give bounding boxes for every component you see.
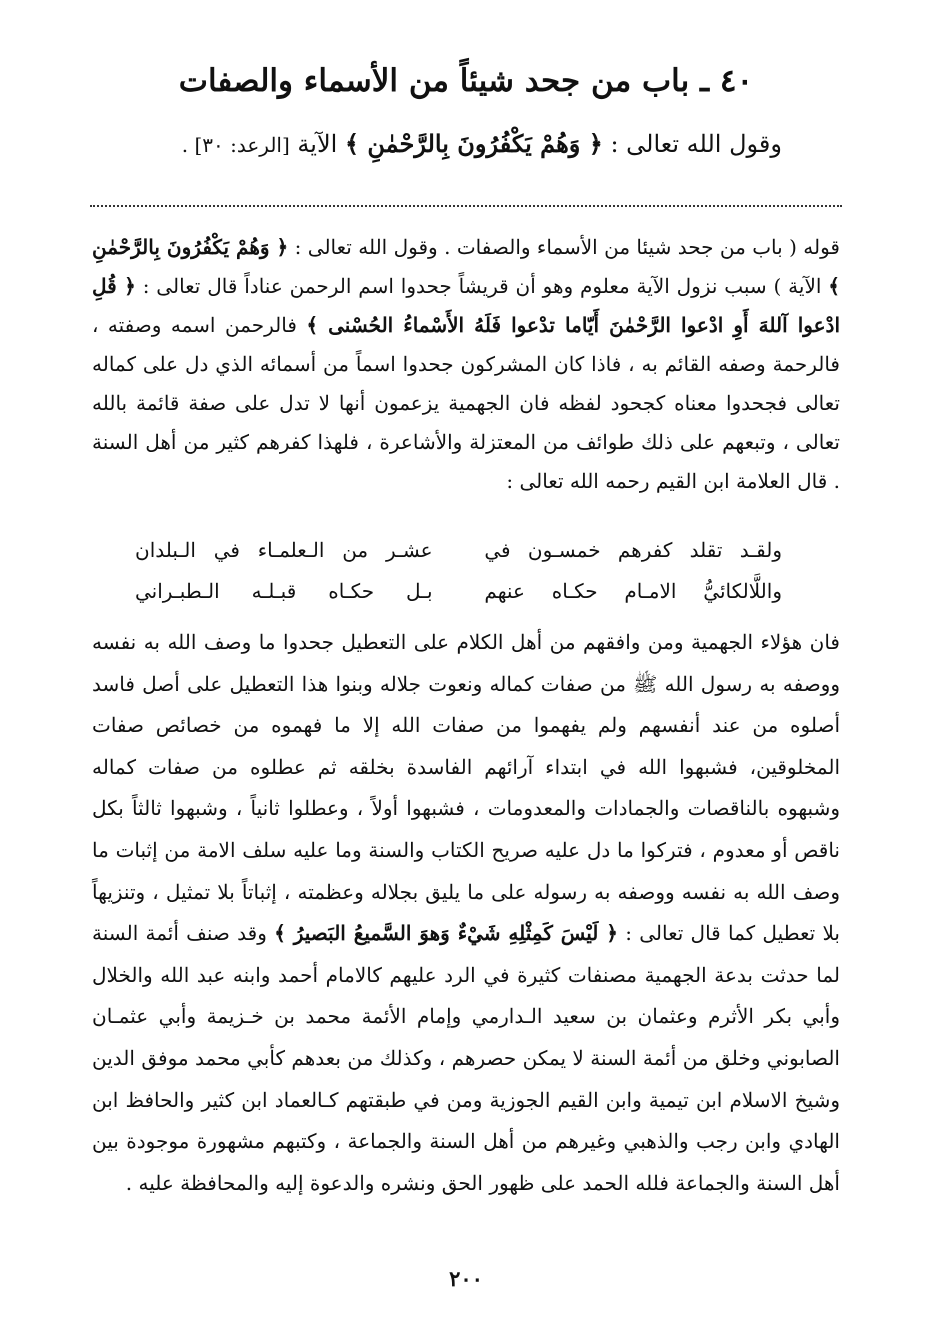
chapter-title: ٤٠ ـ باب من جحد شيئاً من الأسماء والصفات	[178, 63, 754, 99]
verse-intro: وقول الله تعالى :	[610, 130, 782, 158]
commentary-text-1: قوله ( باب من جحد شيئا من الأسماء والصفات . وقول الله تعالى :	[294, 235, 840, 259]
dotted-divider	[90, 205, 842, 207]
poem-line	[135, 530, 782, 571]
body-quran: ﴿ لَيْسَ كَمِثْلِهِ شَيْءٌ وَهوَ السَّميعُ البَصيرُ ﴾	[274, 921, 618, 946]
commentary-paragraph	[92, 228, 840, 501]
commentary-text-2: الآية ) سبب نزول الآية معلوم وهو أن قريشاً جحدوا اسم الرحمن عناداً قال تعالى :	[142, 274, 822, 298]
commentary-quran-1: ﴿ وَهُمْ يَكْفُرُونَ بِالرَّحْمٰنِ ﴾	[92, 235, 840, 298]
poem-line	[135, 571, 782, 612]
body-paragraph	[92, 622, 840, 1204]
poem-verses	[135, 530, 782, 612]
chapter-verse-line	[60, 122, 782, 167]
poem-first-hemistich: ولقـد تقلد كفرهم خمسـون في	[484, 538, 782, 562]
verse-suffix: الآية	[297, 130, 338, 158]
commentary-text-3: فالرحمن اسمه وصفته ، فالرحمة وصفه القائم به ، فاذا كان المشركون جحدوا اسماً من أسمائه الذي دل على كماله تعالى فجحدوا معناه كجحود لفظه فان الجهمية يزعمون أنها لا تدل على صفة قائمة بالله تعالى ، وتبعهم على ذلك طوائف من المعتزلة والأشاعرة ، فلهذا كفرهم كثير من أهل السنة . قال العلامة ابن القيم رحمه الله تعالى :	[92, 313, 840, 493]
commentary-quran-2: ﴿ قُلِ ادْعوا آللهَ أَوِ ادْعوا الرَّحْمٰنَ أَيّاما تدْعوا فَلَهُ الأَسْماءُ الحُسْنى ﴾	[92, 274, 841, 337]
poem-first-hemistich: واللَّالكائيُّ الامـام حكـاه عنهم	[484, 579, 782, 603]
quran-verse: ﴿ وَهُمْ يَكْفُرُونَ بِالرَّحْمٰنِ ﴾	[344, 129, 603, 158]
verse-reference: [الرعد: ٣٠] .	[181, 133, 290, 157]
body-text-1: فان هؤلاء الجهمية ومن وافقهم من أهل الكلام على التعطيل جحدوا ما وصف الله به نفسه ووصفه به رسول الله ﷺ من صفات كماله ونعوت جلاله وبنوا هذا التعطيل على أصل فاسد أصلوه من عند أنفسهم ولم يفهموا من صفات الله إلا ما فهموه من خصائص صفات المخلوقين، فشبهوا الله في ابتداء آرائهم الفاسدة بخلقه ثم عطلوه من صفات كماله وشبهوه بالناقصات والجمادات والمعدومات ، فشبهوا أولاً ، وعطلوا ثانياً ، وشبهوا ثالثاً بكل ناقص أو معدوم ، فتركوا ما دل عليه صريح الكتاب والسنة وما عليه سلف الامة من إثبات ما وصف الله به نفسه ووصفه به رسوله على ما يليق بجلاله وعظمته ، إثباتاً بلا تمثيل ، وتنزيهاً بلا تعطيل كما قال تعالى :	[92, 630, 840, 946]
poem-second-hemistich: عشـر من الـعلمـاء في الـبلدان	[135, 538, 433, 562]
poem-second-hemistich: بـل حكـاه قبـلـه الـطبـراني	[135, 579, 433, 603]
body-text-2: وقد صنف أئمة السنة لما حدثت بدعة الجهمية مصنفات كثيرة في الرد عليهم كالامام أحمد وابنه عبد الله والخلال وأبي بكر الأثرم وعثمان بن سعيد الـدارمي وإمام الأئمة محمد بن خـزيمة وأبي عثمـان الصابوني وخلق من أئمة السنة لا يمكن حصرهم ، وكذلك من بعدهم كأبي محمد موفق الدين وشيخ الاسلام ابن تيمية وابن القيم الجوزية ومن في طبقتهم كـالعماد ابن كثير والحافظ ابن الهادي وابن رجب والذهبي وغيرهم من أهل السنة والجماعة ، وكتبهم مشهورة موجودة بين أهل السنة والجماعة فلله الحمد على ظهور الحق ونشره والدعوة إليه والمحافظة عليه .	[92, 921, 840, 1195]
page-number: ٢٠٠	[449, 1266, 483, 1291]
